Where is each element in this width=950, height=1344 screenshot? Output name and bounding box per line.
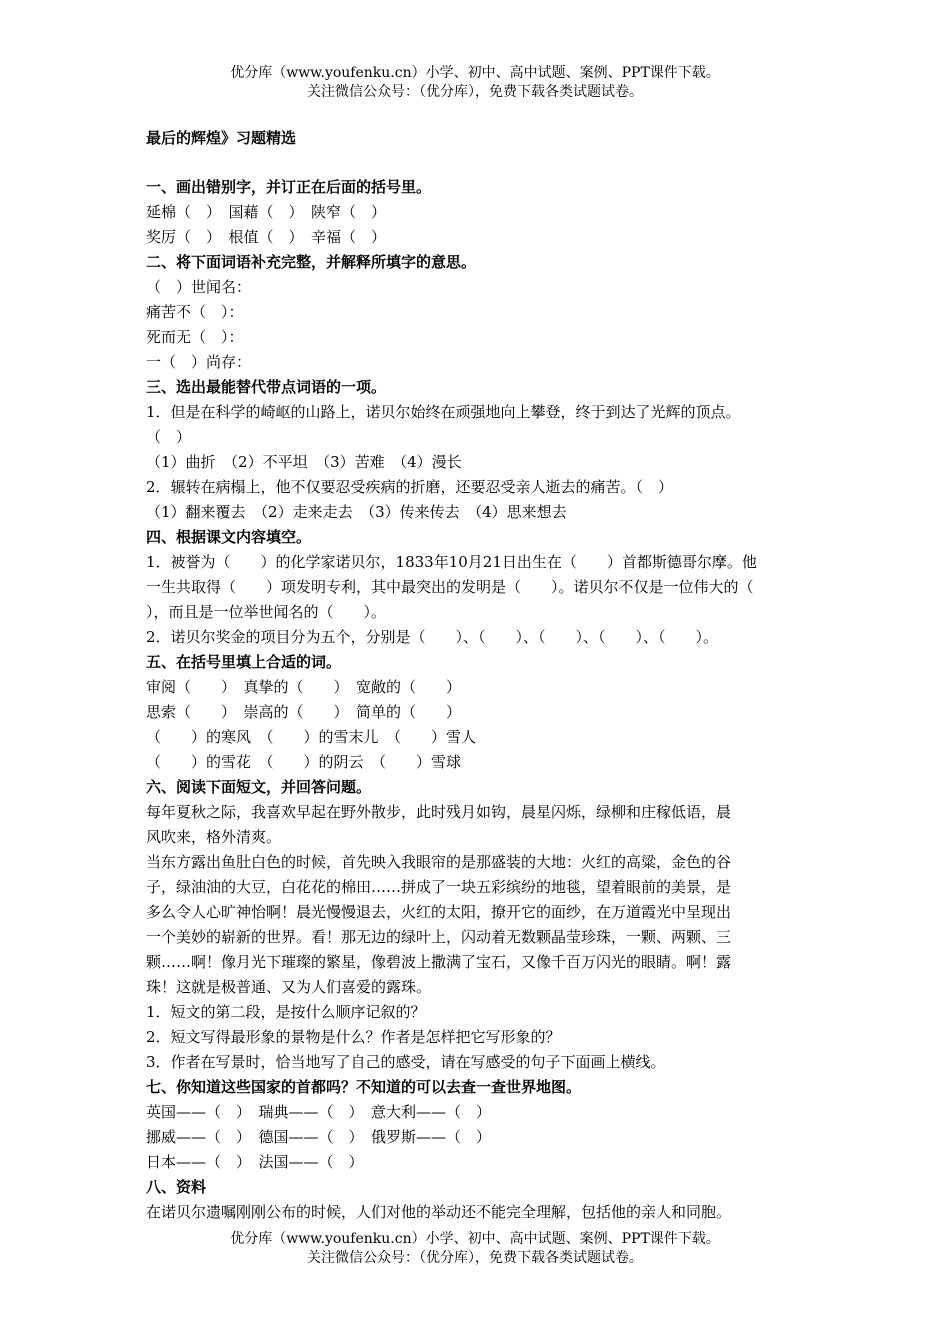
- section-line: 思索（ ） 崇高的（ ） 简单的（ ）: [146, 703, 462, 721]
- section-3: [146, 375, 816, 525]
- section-1: [146, 175, 816, 250]
- section-heading: 五、在括号里填上合适的词。: [146, 653, 342, 671]
- section-line: 一生共取得（ ）项发明专利，其中最突出的发明是（ ）。诺贝尔不仅是一位伟大的（: [146, 578, 754, 596]
- section-line: 2．诺贝尔奖金的项目分为五个，分别是（ ）、（ ）、（ ）、（ ）、（ ）。: [146, 628, 719, 646]
- section-6: [146, 775, 816, 1075]
- section-heading: 七、你知道这些国家的首都吗？不知道的可以去查一查世界地图。: [146, 1078, 582, 1096]
- section-line: 审阅（ ） 真挚的（ ） 宽敞的（ ）: [146, 678, 462, 696]
- footer-line-1: 优分库（www.youfenku.cn）小学、初中、高中试题、案例、PPT课件下载。: [230, 1231, 720, 1247]
- question-line: 1．短文的第二段，是按什么顺序记叙的？: [146, 1003, 426, 1021]
- section-8: [146, 1175, 816, 1225]
- section-line: 2．辗转在病榻上，他不仅要忍受疾病的折磨，还要忍受亲人逝去的痛苦。（ ）: [146, 478, 674, 496]
- question-line: 3．作者在写景时，恰当地写了自己的感受，请在写感受的句子下面画上横线。: [146, 1053, 666, 1071]
- section-5: [146, 650, 816, 775]
- passage-line: 颗……啊！像月光下璀璨的繁星，像碧波上撒满了宝石，又像千百万闪光的眼睛。啊！露: [146, 953, 732, 971]
- passage-line: 风吹来，格外清爽。: [146, 828, 282, 846]
- section-line: 日本——（ ） 法国——（ ）: [146, 1153, 364, 1171]
- section-2: [146, 250, 816, 375]
- section-line: 英国——（ ） 瑞典——（ ） 意大利——（ ）: [146, 1103, 492, 1121]
- section-line: ），而且是一位举世闻名的（ ）。: [146, 603, 387, 621]
- section-line: 延棉（ ） 国藉（ ） 陕窄（ ）: [146, 203, 387, 221]
- section-heading: 三、选出最能替代带点词语的一项。: [146, 378, 387, 396]
- passage-line: 多么令人心旷神怡啊！晨光慢慢退去，火红的太阳，撩开它的面纱，在万道霞光中呈现出: [146, 903, 732, 921]
- section-4: [146, 525, 816, 650]
- passage-line: 每年夏秋之际，我喜欢早起在野外散步，此时残月如钩，晨星闪烁，绿柳和庄稼低语，晨: [146, 803, 732, 821]
- section-line: 在诺贝尔遗嘱刚刚公布的时候，人们对他的举动还不能完全理解，包括他的亲人和同胞。: [146, 1203, 732, 1221]
- page-header: [0, 64, 950, 102]
- section-line: 挪威——（ ） 德国——（ ） 俄罗斯——（ ）: [146, 1128, 492, 1146]
- section-line: （1）翻来覆去 （2）走来走去 （3）传来传去 （4）思来想去: [146, 503, 567, 521]
- header-line-2: 关注微信公众号：（优分库），免费下载各类试题试卷。: [307, 84, 643, 100]
- section-heading: 一、画出错别字，并订正在后面的括号里。: [146, 178, 432, 196]
- section-line: 死而无（ ）：: [146, 328, 244, 346]
- section-heading: 六、阅读下面短文，并回答问题。: [146, 778, 372, 796]
- section-line: 1．被誉为（ ）的化学家诺贝尔，1833年10月21日出生在（ ）首都斯德哥尔摩。他: [146, 553, 757, 571]
- section-line: 奖厉（ ） 根值（ ） 辛福（ ）: [146, 228, 387, 246]
- section-heading: 八、资料: [146, 1178, 207, 1196]
- passage-line: 子，绿油油的大豆，白花花的棉田……拼成了一块五彩缤纷的地毯，望着眼前的美景，是: [146, 878, 732, 896]
- section-line: （1）曲折 （2）不平坦 （3）苦难 （4）漫长: [146, 453, 462, 471]
- passage-line: 当东方露出鱼肚白色的时候，首先映入我眼帘的是那盛装的大地：火红的高粱，金色的谷: [146, 853, 732, 871]
- document-body: [146, 126, 816, 1225]
- question-line: 2．短文写得最形象的景物是什么？作者是怎样把它写形象的？: [146, 1028, 561, 1046]
- section-heading: 二、将下面词语补充完整，并解释所填字的意思。: [146, 253, 477, 271]
- section-heading: 四、根据课文内容填空。: [146, 528, 312, 546]
- page-footer: [0, 1230, 950, 1268]
- section-line: （ ）的寒风 （ ）的雪末儿 （ ）雪人: [146, 728, 477, 746]
- section-line: 痛苦不（ ）：: [146, 303, 244, 321]
- document-title: 最后的辉煌》习题精选: [146, 129, 297, 147]
- section-line: （ ）: [146, 428, 192, 446]
- section-line: （ ）世闻名：: [146, 278, 252, 296]
- passage-line: 一个美妙的崭新的世界。看！那无边的绿叶上，闪动着无数颗晶莹珍珠，一颗、两颗、三: [146, 928, 732, 946]
- footer-line-2: 关注微信公众号：（优分库），免费下载各类试题试卷。: [307, 1250, 643, 1266]
- section-line: 一（ ）尚存：: [146, 353, 252, 371]
- section-7: [146, 1075, 816, 1175]
- passage-line: 珠！这就是极普通、又为人们喜爱的露珠。: [146, 978, 432, 996]
- section-line: （ ）的雪花 （ ）的阴云 （ ）雪球: [146, 753, 462, 771]
- section-line: 1．但是在科学的崎岖的山路上，诺贝尔始终在顽强地向上攀登，终于到达了光辉的顶点。: [146, 403, 741, 421]
- header-line-1: 优分库（www.youfenku.cn）小学、初中、高中试题、案例、PPT课件下载。: [230, 65, 720, 81]
